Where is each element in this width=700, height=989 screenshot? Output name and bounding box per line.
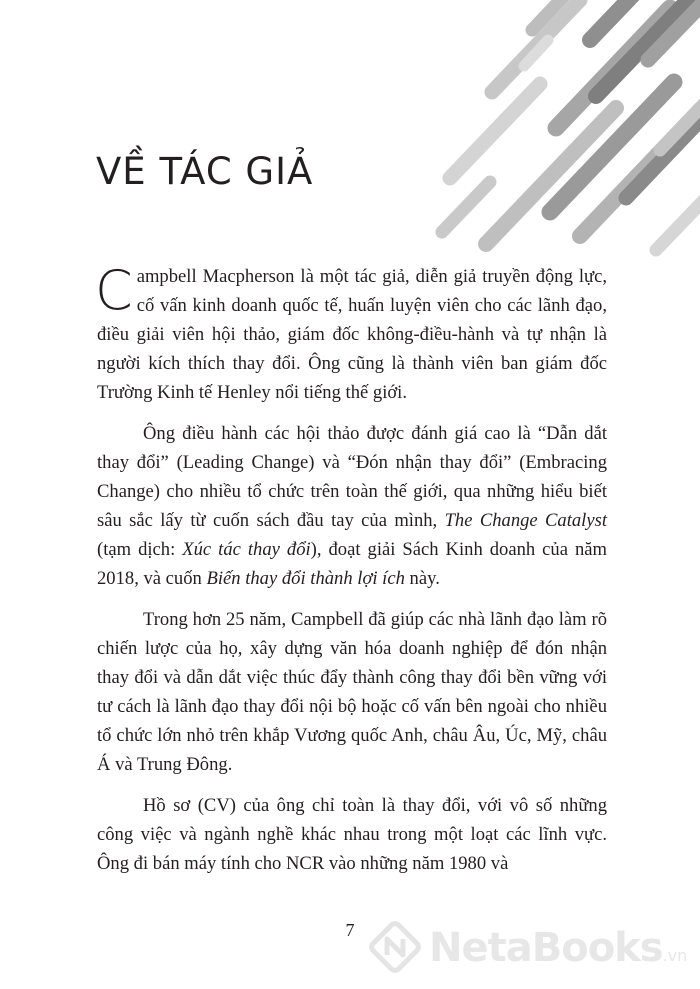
watermark xyxy=(367,919,687,979)
paragraph-1-text: ampbell Macpherson là một tác giả, diễn giả truyền động lực, cố vấn kinh doanh quốc tế, huấn luyện viên cho các lãnh đạo, điều giải viên hội thảo, giám đốc không-điều-hành và tự nhận là người kích thích thay đổi. Ông cũng là thành viên ban giám đốc Trường Kinh tế Henley nổi tiếng thế giới. xyxy=(97,266,607,403)
drop-cap: C xyxy=(95,259,133,322)
paragraph-4: Hồ sơ (CV) của ông chỉ toàn là thay đổi, với vô số những công việc và ngành nghề khác nhau trong một loạt các lĩnh vực. Ông đi bán máy tính cho NCR vào những năm 1980 và xyxy=(97,795,607,874)
page-number: 7 xyxy=(345,920,355,940)
body-text xyxy=(95,259,608,890)
book-title-vietnamese: Xúc tác thay đổi xyxy=(182,539,311,560)
chapter-title: VỀ TÁC GIẢ xyxy=(96,150,314,193)
paragraph-2-text-a: Ông điều hành các hội thảo được đánh giá cao là “Dẫn dắt thay đổi” (Leading Change) và “Đón nhận thay đổi” (Embracing Change) cho nhiều tổ chức trên toàn thế giới, qua những hiểu biết sâu sắc lấy từ cuốn sách đầu tay của mình, xyxy=(97,423,607,531)
diagonal-stripes-decoration xyxy=(420,0,700,260)
watermark-suffix: .vn xyxy=(662,946,688,965)
paragraph-1 xyxy=(95,259,607,407)
paragraph-2-text-d: này. xyxy=(404,568,440,589)
book-title-change-catalyst: The Change Catalyst xyxy=(444,510,608,531)
paragraph-2-text-b: (tạm dịch: xyxy=(97,539,183,560)
paragraph-2-text-c: ), đoạt giải Sách Kinh doanh của năm 2018, và cuốn xyxy=(97,539,607,589)
paragraph-2 xyxy=(97,419,607,593)
watermark-brand: NetaBooks xyxy=(429,925,663,971)
watermark-text xyxy=(429,925,687,971)
netabooks-logo-icon xyxy=(367,919,423,975)
paragraph-3: Trong hơn 25 năm, Campbell đã giúp các nhà lãnh đạo làm rõ chiến lược của họ, xây dựng văn hóa doanh nghiệp để đón nhận thay đổi và dẫn dắt việc thúc đẩy thành công thay đổi bền vững với tư cách là lãnh đạo thay đổi nội bộ hoặc cố vấn bên ngoài cho nhiều tổ chức lớn nhỏ trên khắp Vương quốc Anh, châu Âu, Úc, Mỹ, châu Á và Trung Đông. xyxy=(97,609,607,775)
book-title-this-book: Biến thay đổi thành lợi ích xyxy=(206,568,405,589)
